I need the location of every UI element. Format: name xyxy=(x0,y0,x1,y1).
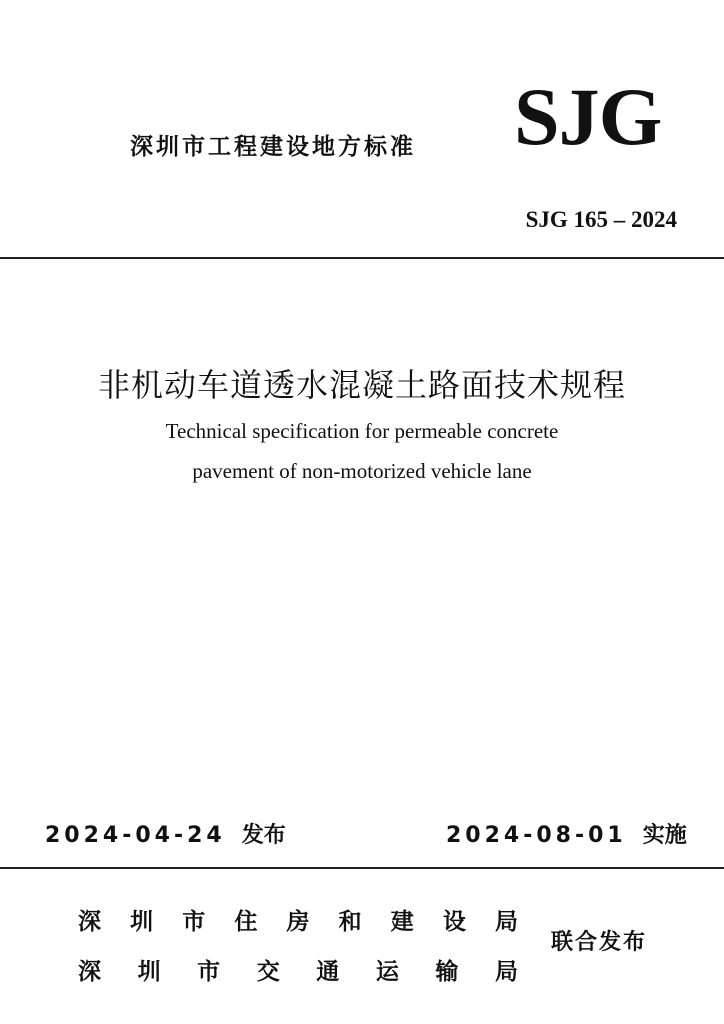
effective-label: 实施 xyxy=(642,823,687,848)
issuer-char: 市 xyxy=(182,909,206,935)
title-chinese: 非机动车道透水混凝土路面技术规程 xyxy=(97,366,626,404)
issuer-char: 和 xyxy=(338,909,362,935)
effective-date-block xyxy=(446,818,687,849)
issuer-char: 圳 xyxy=(137,959,161,985)
issuer-char: 住 xyxy=(234,909,258,935)
issuer-char: 圳 xyxy=(130,909,154,935)
issuer-char: 局 xyxy=(495,909,518,935)
joint-issue-label: 联合发布 xyxy=(551,930,648,955)
issuer-char: 深 xyxy=(78,909,101,935)
issuer-char: 房 xyxy=(286,909,310,935)
issuer-transport-bureau xyxy=(78,953,518,986)
issuer-char: 通 xyxy=(316,959,340,985)
bottom-divider xyxy=(0,867,724,869)
issuer-char: 深 xyxy=(78,959,101,985)
issuer-char: 设 xyxy=(442,909,466,935)
standard-code: SJG 165 – 2024 xyxy=(525,207,677,232)
issuer-housing-bureau xyxy=(78,903,518,936)
issue-date-block xyxy=(45,818,286,849)
issuer-char: 市 xyxy=(197,959,221,985)
top-divider xyxy=(0,257,724,259)
sjg-logo: SJG xyxy=(514,71,662,162)
standard-type: 深圳市工程建设地方标准 xyxy=(130,134,416,160)
issuer-char: 局 xyxy=(494,959,518,985)
issuer-char: 运 xyxy=(375,959,399,985)
effective-date: 2024-08-01 xyxy=(446,823,627,848)
issuer-char: 建 xyxy=(390,909,414,935)
title-english-line1: Technical specification for permeable concrete xyxy=(165,419,559,443)
title-english-line2: pavement of non-motorized vehicle lane xyxy=(192,459,532,483)
issue-label: 发布 xyxy=(241,823,286,848)
issue-date: 2024-04-24 xyxy=(45,823,226,848)
issuer-char: 输 xyxy=(435,959,459,985)
issuer-char: 交 xyxy=(256,959,280,985)
